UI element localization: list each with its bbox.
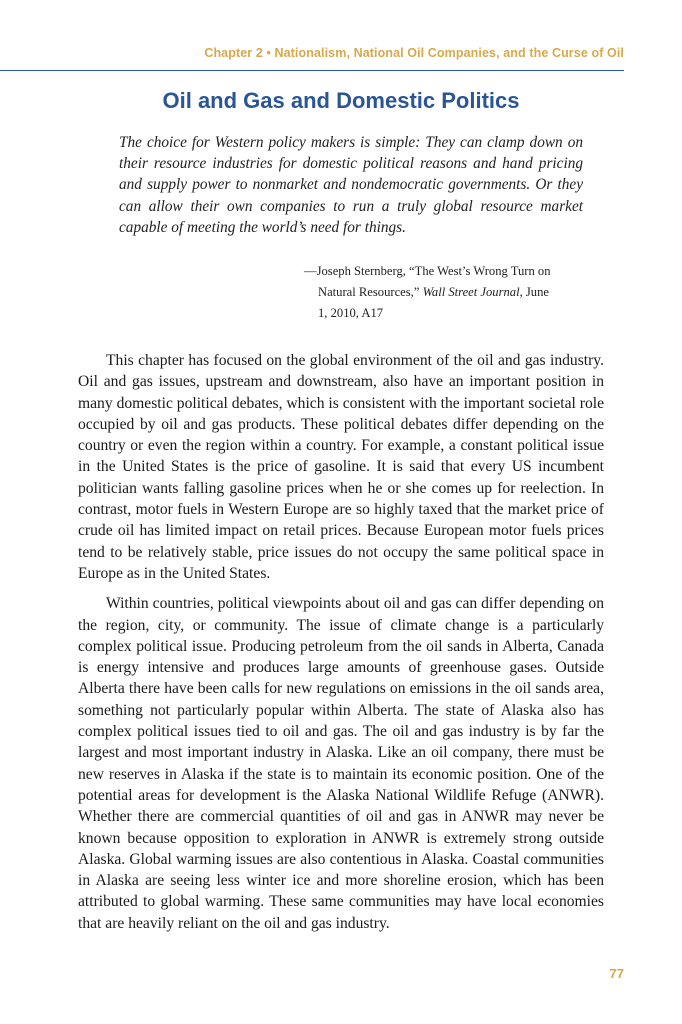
body-text [78, 350, 604, 943]
header-rule [0, 70, 624, 71]
body-paragraph-1: This chapter has focused on the global environment of the oil and gas industry. Oil and gas issues, upstream and downstream, also have an important position in many domestic political debates, which is consistent with the important societal role occupied by oil and gas products. These political debates differ depending on the country or even the region within a country. For example, a constant political issue in the United States is the price of gasoline. It is said that every US incumbent politician wants falling gasoline prices when he or she comes up for reelection. In contrast, motor fuels in Western Europe are so highly taxed that the market price of crude oil has limited impact on retail prices. Because European motor fuels prices tend to be relatively stable, price issues do not occupy the same political space in Europe as in the United States. [78, 352, 604, 582]
body-paragraph-2: Within countries, political viewpoints about oil and gas can differ depending on the region, city, or community. The issue of climate change is a particularly complex political issue. Producing petroleum from the oil sands in Alberta, Canada is energy intensive and produces large amounts of greenhouse gases. Outside Alberta there have been calls for new regulations on emissions in the oil sands area, something not particularly popular within Alberta. The state of Alaska also has complex political issues tied to oil and gas. The oil and gas industry is by far the largest and most important industry in Alaska. Like an oil company, there must be new reserves in Alaska if the state is to maintain its economic position. One of the potential areas for development is the Alaska National Wildlife Refuge (ANWR). Whether there are commercial quantities of oil and gas in ANWR may never be known because opposition to exploration in ANWR is extremely strong outside Alaska. Global warming issues are also contentious in Alaska. Coastal communities in Alaska are seeing less winter ice and more shoreline erosion, which has been attributed to global warming. These same communities may have local economies that are heavily reliant on the oil and gas industry. [78, 595, 604, 932]
attribution-line-2 [304, 282, 594, 303]
running-head: Chapter 2 • Nationalism, National Oil Companies, and the Curse of Oil [204, 46, 624, 60]
section-title: Oil and Gas and Domestic Politics [162, 88, 520, 113]
epigraph-attribution [304, 261, 594, 324]
attribution-line-3: 1, 2010, A17 [318, 306, 384, 320]
attribution-line-1: —Joseph Sternberg, “The West’s Wrong Turn on [304, 264, 551, 278]
epigraph-quote: The choice for Western policy makers is simple: They can clamp down on their resource industries for domestic political reasons and hand pricing and supply power to nonmarket and nondemocratic governments. Or they can allow their own companies to run a truly global resource market capable of meeting the world’s need for things. [119, 134, 583, 236]
attribution-journal: Wall Street Journal [422, 285, 520, 299]
attribution-article-end: Natural Resources,” [318, 285, 423, 299]
attribution-date-start: , June [519, 285, 549, 299]
page-number: 77 [609, 966, 624, 981]
